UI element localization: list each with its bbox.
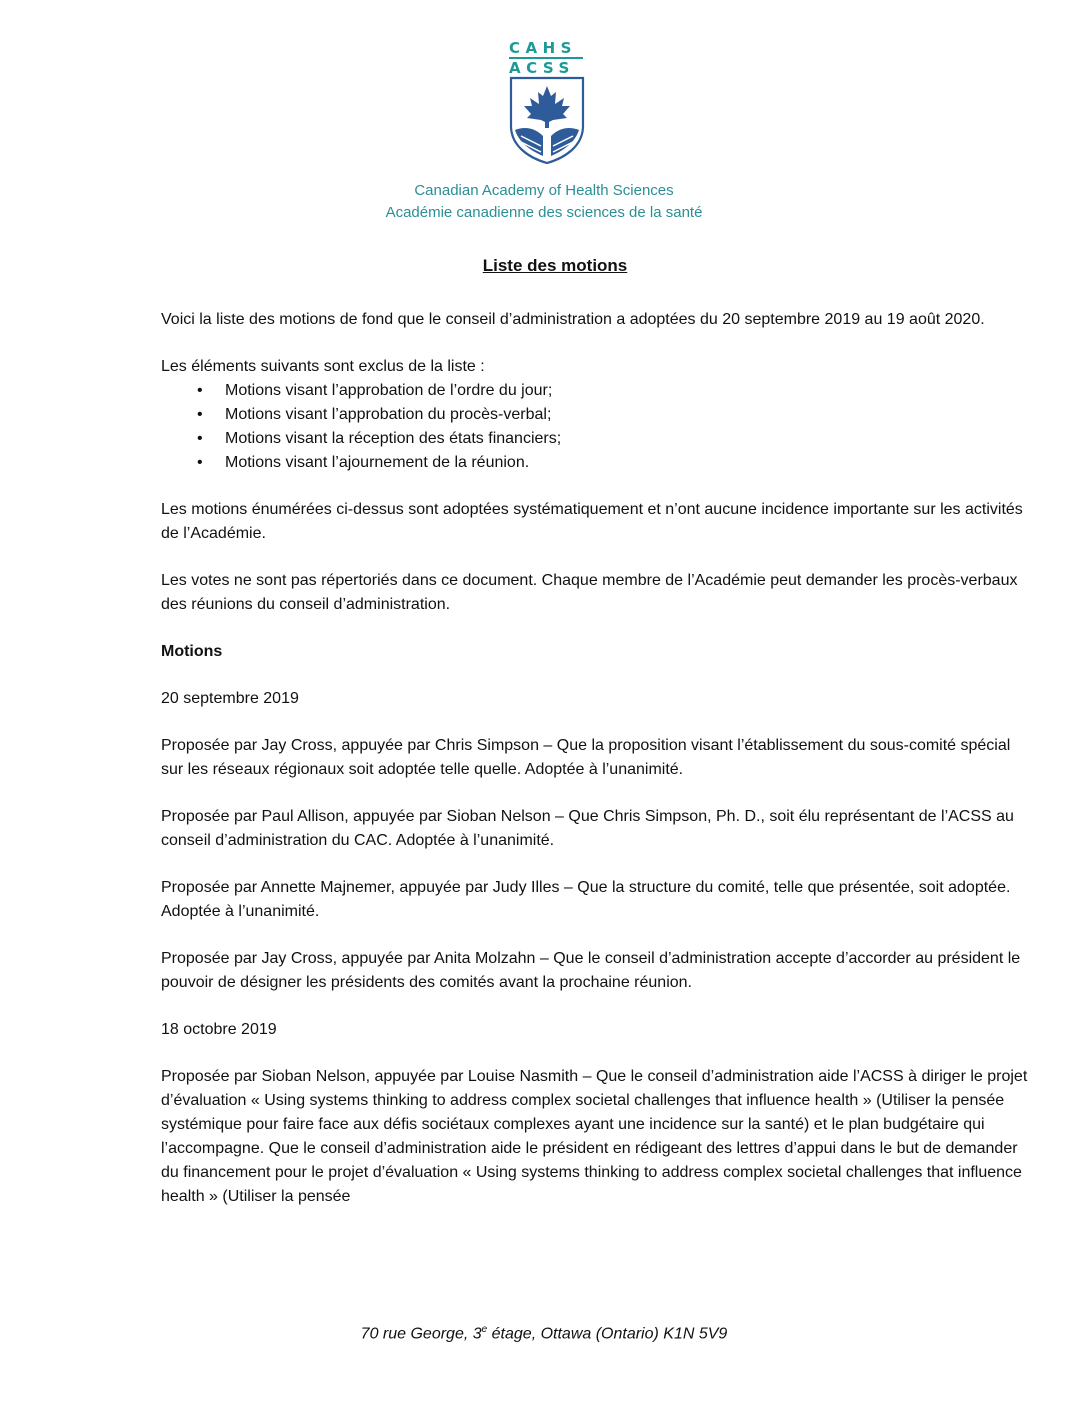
list-item: • Motions visant l’approbation du procès-verbal;: [225, 403, 1031, 427]
motions-heading: Motions: [161, 643, 223, 660]
motion-paragraph: Proposée par Annette Majnemer, appuyée par Judy Illes – Que la structure du comité, telle que présentée, soit adoptée. Adoptée à l’unanimité.: [161, 879, 1011, 920]
logo-line-cahs: CAHS: [509, 39, 577, 57]
org-name-french: Académie canadienne des sciences de la santé: [385, 204, 703, 221]
note-paragraph: Les motions énumérées ci-dessus sont adoptées systématiquement et n’ont aucune incidence importante sur les activités de l’Académie.: [161, 501, 1023, 542]
list-item: • Motions visant l’ajournement de la réunion.: [225, 451, 1031, 475]
address-part: étage, Ottawa (Ontario) K1N 5V9: [487, 1325, 728, 1343]
logo-line-acss: ACSS: [509, 59, 575, 77]
address-superscript: e: [481, 1324, 488, 1335]
list-item: • Motions visant l’approbation de l’ordre du jour;: [225, 379, 1031, 403]
meeting-date: 18 octobre 2019: [161, 1021, 277, 1038]
organization-name: [0, 180, 1088, 224]
meeting-date: 20 septembre 2019: [161, 690, 299, 707]
org-name-english: Canadian Academy of Health Sciences: [414, 182, 674, 199]
intro-paragraph: Voici la liste des motions de fond que le conseil d’administration a adoptées du 20 septembre 2019 au 19 août 2020.: [161, 311, 985, 328]
footer-address: [0, 1324, 1088, 1343]
list-item: • Motions visant la réception des états financiers;: [225, 427, 1031, 451]
maple-leaf-shield-icon: [509, 76, 585, 164]
motion-paragraph: Proposée par Jay Cross, appuyée par Chris Simpson – Que la proposition visant l’établissement du sous-comité spécial sur les réseaux régionaux soit adoptée telle quelle. Adoptée à l’unanimité.: [161, 737, 1011, 778]
note-paragraph: Les votes ne sont pas répertoriés dans ce document. Chaque membre de l’Académie peut demander les procès-verbaux des réunions du conseil d’administration.: [161, 572, 1018, 613]
page-title: Liste des motions: [482, 256, 628, 275]
address-part: 70 rue George, 3: [360, 1325, 482, 1343]
excluded-intro: Les éléments suivants sont exclus de la liste :: [161, 358, 485, 375]
excluded-list: [161, 379, 1031, 475]
motion-paragraph: Proposée par Sioban Nelson, appuyée par Louise Nasmith – Que le conseil d’administration aide l’ACSS à diriger le projet d’évaluation « Using systems thinking to address complex societal challenges that influence health » (Utiliser la pensée systémique pour faire face aux défis sociétaux complexes ayant une incidence sur la santé) et le plan budgétaire qui l’accompagne. Que le conseil d’administration aide le président en rédigeant des lettres d’appui dans le but de demander du financement pour le projet d’évaluation « Using systems thinking to address complex societal challenges that influence health » (Utiliser la pensée: [161, 1068, 1028, 1205]
document-body: [161, 308, 1031, 1232]
motion-paragraph: Proposée par Jay Cross, appuyée par Anita Molzahn – Que le conseil d’administration accepte d’accorder au président le pouvoir de désigner les présidents des comités avant la prochaine réunion.: [161, 950, 1021, 991]
motion-paragraph: Proposée par Paul Allison, appuyée par Sioban Nelson – Que Chris Simpson, Ph. D., soit élu représentant de l’ACSS au conseil d’administration du CAC. Adoptée à l’unanimité.: [161, 808, 1014, 849]
cahs-logo: [509, 40, 585, 76]
